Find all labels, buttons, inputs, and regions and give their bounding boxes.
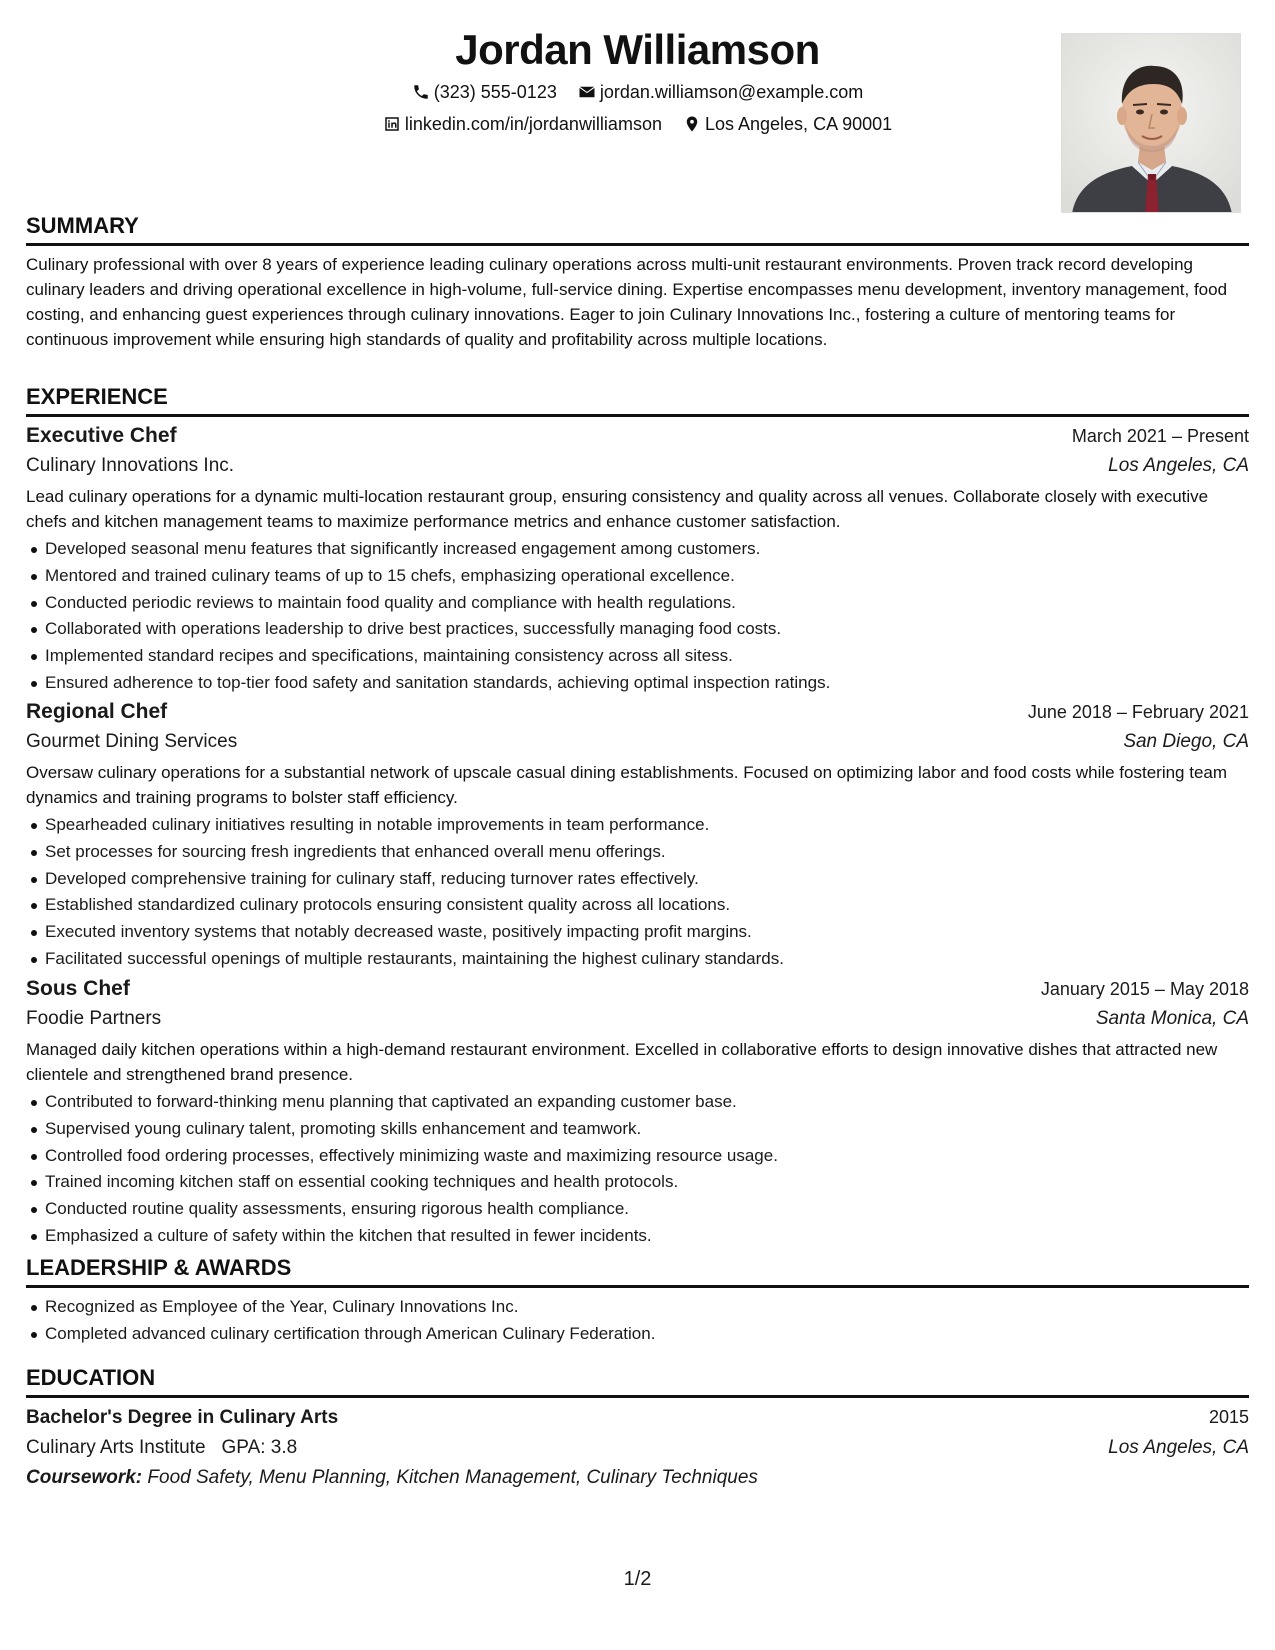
education-heading: EDUCATION [26,1365,1249,1398]
contact-location [683,112,892,136]
phone-icon [412,83,430,101]
job-bullets [26,536,1249,697]
summary-section [26,213,1249,352]
list-item: Developed comprehensive training for culinary staff, reducing turnover rates effectively. [26,866,1249,893]
job-dates: March 2021 – Present [1071,426,1249,446]
list-item: Collaborated with operations leadership to drive best practices, successfully managing food costs. [26,616,1249,643]
list-item: Executed inventory systems that notably decreased waste, positively impacting profit margins. [26,919,1249,946]
education-school: Culinary Arts Institute [26,1437,206,1458]
contact-email[interactable] [578,80,863,104]
contact-phone [412,80,557,104]
resume-header [26,22,1249,212]
job-description: Managed daily kitchen operations within a high-demand restaurant environment. Excelled in collaborative efforts to design innovative dishes that attracted new clientele and strengthened brand presence. [26,1040,1218,1084]
experience-section [26,384,1249,417]
list-item: Contributed to forward-thinking menu planning that captivated an expanding customer base. [26,1089,1249,1116]
job-description: Oversaw culinary operations for a substantial network of upscale casual dining establishments. Focused on optimizing labor and food costs while fostering team dynamics and training programs to bolster staff efficiency. [26,763,1228,807]
list-item: Spearheaded culinary initiatives resulting in notable improvements in team performance. [26,812,1249,839]
education-school-line [26,1433,297,1463]
job-header [26,421,1249,451]
leadership-heading: LEADERSHIP & AWARDS [26,1255,1249,1288]
job-location: Los Angeles, CA [1108,455,1249,476]
linkedin-icon [383,115,401,133]
list-item: Mentored and trained culinary teams of up to 15 chefs, emphasizing operational excellence. [26,563,1249,590]
job-title: Executive Chef [26,424,177,447]
job-bullets [26,812,1249,973]
list-item: Established standardized culinary protocols ensuring consistent quality across all locations. [26,892,1249,919]
education-gpa: GPA: 3.8 [221,1437,298,1458]
job-entry [26,697,1249,973]
candidate-name: Jordan Williamson [455,26,820,73]
list-item: Recognized as Employee of the Year, Culinary Innovations Inc. [26,1294,1249,1321]
list-item: Trained incoming kitchen staff on essential cooking techniques and health protocols. [26,1169,1249,1196]
job-subheader [26,1004,1249,1034]
education-location: Los Angeles, CA [1108,1437,1249,1458]
list-item: Developed seasonal menu features that significantly increased engagement among customers. [26,536,1249,563]
job-header [26,697,1249,727]
list-item: Facilitated successful openings of multiple restaurants, maintaining the highest culinary standards. [26,946,1249,973]
job-title: Sous Chef [26,977,130,1000]
experience-heading: EXPERIENCE [26,384,1249,417]
coursework-label: Coursework: [26,1467,143,1488]
job-bullets [26,1089,1249,1250]
education-section [26,1365,1249,1493]
job-subheader [26,727,1249,757]
list-item: Completed advanced culinary certification through American Culinary Federation. [26,1321,1249,1348]
job-location: San Diego, CA [1123,731,1249,752]
job-subheader [26,451,1249,481]
resume-page [26,0,1249,1650]
envelope-icon [578,83,596,101]
list-item: Supervised young culinary talent, promoting skills enhancement and teamwork. [26,1116,1249,1143]
job-dates: January 2015 – May 2018 [1040,979,1249,999]
job-dates: June 2018 – February 2021 [1027,702,1249,722]
job-header [26,974,1249,1004]
list-item: Controlled food ordering processes, effectively minimizing waste and maximizing resource usage. [26,1143,1249,1170]
leadership-bullets [26,1294,1249,1348]
page-number: 1/2 [623,1568,652,1590]
job-entry [26,421,1249,697]
summary-text: Culinary professional with over 8 years of experience leading culinary operations across multi-unit restaurant environments. Proven track record developing culinary leaders and driving operational excellence in high-volume, full-service dining. Expertise encompasses menu development, inventory management, food costing, and enhancing guest experiences through culinary innovations. Eager to join Culinary Innovations Inc., fostering a culture of mentoring teams for continuous improvement while ensuring high standards of quality and profitability across multiple locations. [26,255,1228,349]
profile-photo [1061,33,1241,213]
job-company: Foodie Partners [26,1008,162,1029]
list-item: Implemented standard recipes and specifications, maintaining consistency across all sitess. [26,643,1249,670]
list-item: Conducted routine quality assessments, ensuring rigorous health compliance. [26,1196,1249,1223]
coursework-list: Food Safety, Menu Planning, Kitchen Management, Culinary Techniques [147,1467,758,1488]
phone-number: (323) 555-0123 [433,82,557,102]
education-degree: Bachelor's Degree in Culinary Arts [26,1407,339,1428]
list-item: Conducted periodic reviews to maintain food quality and compliance with health regulations. [26,590,1249,617]
linkedin-url[interactable]: linkedin.com/in/jordanwilliamson [404,114,662,134]
list-item: Ensured adherence to top-tier food safety and sanitation standards, achieving optimal inspection ratings. [26,670,1249,697]
location-text: Los Angeles, CA 90001 [704,114,893,134]
education-coursework [26,1463,1249,1493]
list-item: Emphasized a culture of safety within the kitchen that resulted in fewer incidents. [26,1223,1249,1250]
job-entry [26,974,1249,1250]
list-item: Set processes for sourcing fresh ingredients that enhanced overall menu offerings. [26,839,1249,866]
summary-heading: SUMMARY [26,213,1249,246]
map-pin-icon [683,115,701,133]
contact-linkedin[interactable] [383,112,662,136]
profile-photo-portrait [1062,34,1241,213]
education-header [26,1402,1249,1433]
job-company: Culinary Innovations Inc. [26,455,235,476]
education-year: 2015 [1208,1407,1249,1427]
job-location: Santa Monica, CA [1095,1008,1249,1029]
job-company: Gourmet Dining Services [26,731,238,752]
job-description: Lead culinary operations for a dynamic multi-location restaurant group, ensuring consistency and quality across all venues. Collaborate closely with executive chefs and kitchen management teams to maximize performance metrics and enhance customer satisfaction. [26,487,1209,531]
leadership-section [26,1255,1249,1348]
job-title: Regional Chef [26,700,168,723]
education-subheader [26,1433,1249,1463]
email-address[interactable]: jordan.williamson@example.com [599,82,864,102]
